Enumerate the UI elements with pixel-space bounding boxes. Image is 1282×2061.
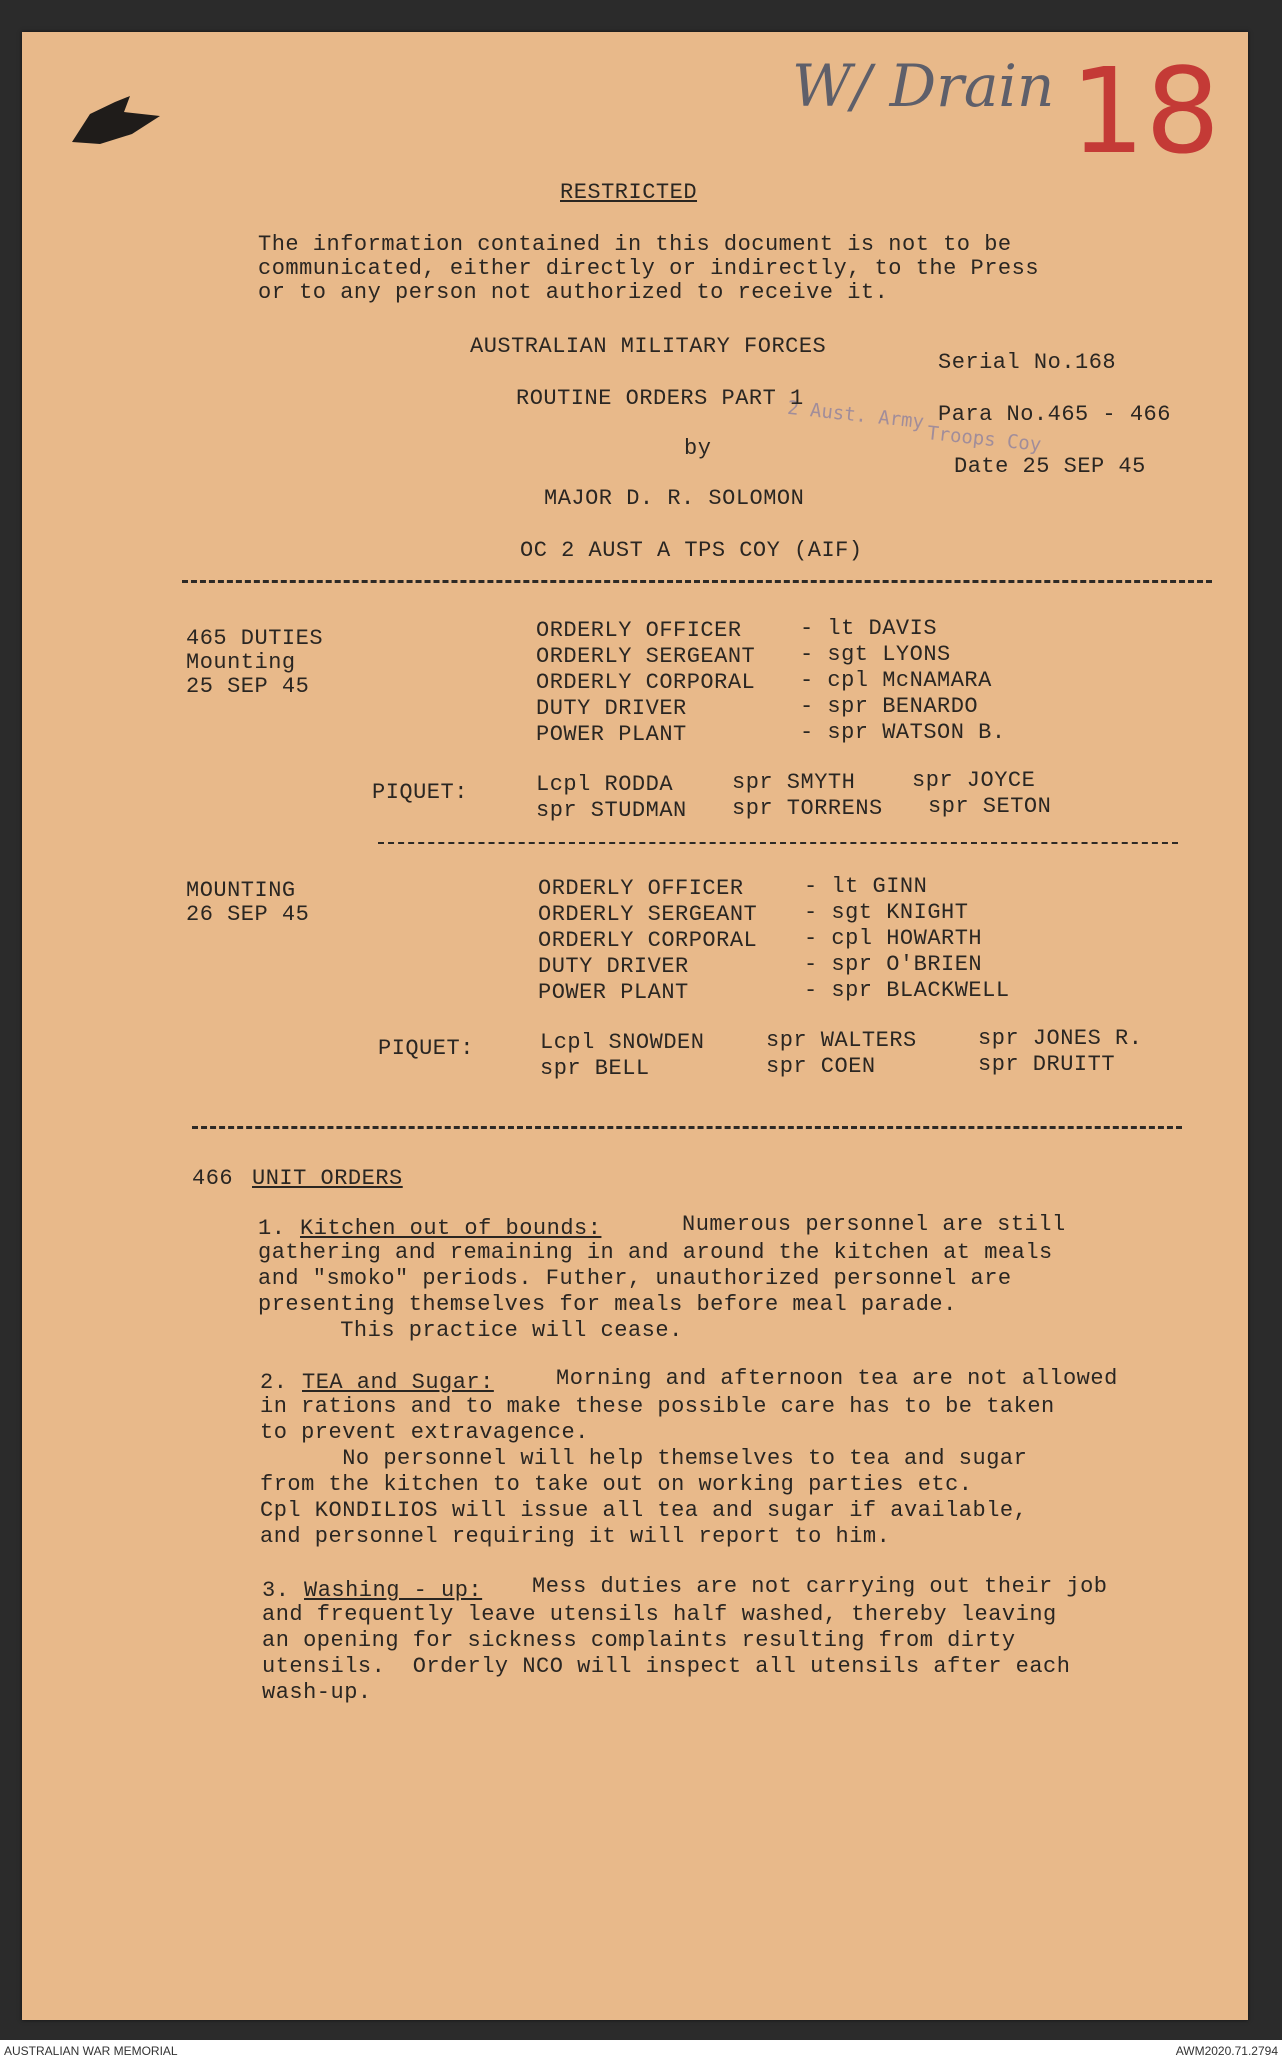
duty-name: - lt GINN	[804, 874, 928, 899]
order-2-line: Morning and afternoon tea are not allowed	[556, 1366, 1118, 1391]
order-3-line: and frequently leave utensils half washed, thereby leaving	[262, 1602, 1057, 1627]
duty-name: - lt DAVIS	[800, 616, 938, 641]
handwritten-folio-number: 18	[1070, 42, 1221, 180]
duty-name: - sgt LYONS	[800, 642, 951, 667]
footer-institution: AUSTRALIAN WAR MEMORIAL	[4, 2044, 178, 2058]
piquet-member: spr TORRENS	[732, 796, 883, 821]
piquet-member: Lcpl SNOWDEN	[540, 1030, 705, 1055]
duties-465-heading-2: Mounting	[186, 650, 296, 675]
divider	[182, 580, 1212, 583]
commander-name: MAJOR D. R. SOLOMON	[544, 486, 805, 511]
warning-line-2: communicated, either directly or indirectly, to the Press	[258, 256, 1040, 281]
order-3-line: utensils. Orderly NCO will inspect all utensils after each	[262, 1654, 1071, 1679]
piquet-member: spr SETON	[928, 794, 1052, 819]
piquet-label: PIQUET:	[372, 780, 468, 805]
divider	[192, 1126, 1182, 1129]
piquet-member: spr BELL	[540, 1056, 650, 1081]
order-3-number: 3.	[262, 1578, 290, 1603]
order-1-line: and "smoko" periods. Futher, unauthorized personnel are	[258, 1266, 1012, 1291]
duties-mounting-heading-1: MOUNTING	[186, 878, 296, 903]
ink-blot	[70, 94, 165, 154]
order-1-heading: Kitchen out of bounds:	[300, 1216, 602, 1241]
order-1-number: 1.	[258, 1216, 286, 1241]
duties-465-heading-3: 25 SEP 45	[186, 674, 310, 699]
piquet-member: spr COEN	[766, 1054, 876, 1079]
order-1-line: This practice will cease.	[258, 1318, 683, 1343]
unit-stamp-line2: Troops Coy	[926, 422, 1043, 456]
unit-orders-title: UNIT ORDERS	[252, 1166, 403, 1191]
order-1-line: presenting themselves for meals before meal parade.	[258, 1292, 957, 1317]
order-2-line: from the kitchen to take out on working parties etc.	[260, 1472, 973, 1497]
classification: RESTRICTED	[560, 180, 698, 205]
force-title: AUSTRALIAN MILITARY FORCES	[470, 334, 827, 359]
duty-name: - sgt KNIGHT	[804, 900, 969, 925]
order-2-line: Cpl KONDILIOS will issue all tea and sugar if available,	[260, 1498, 1028, 1523]
piquet-member: spr JONES R.	[978, 1026, 1143, 1051]
piquet-member: spr DRUITT	[978, 1052, 1116, 1077]
duty-name: - spr WATSON B.	[800, 720, 1006, 745]
order-2-line: and personnel requiring it will report to him.	[260, 1524, 891, 1549]
duty-role: ORDERLY CORPORAL	[536, 670, 756, 695]
piquet-member: spr SMYTH	[732, 770, 856, 795]
duty-role: POWER PLANT	[538, 980, 689, 1005]
duty-role: ORDERLY SERGEANT	[538, 902, 758, 927]
duty-role: ORDERLY CORPORAL	[538, 928, 758, 953]
order-1-line: Numerous personnel are still	[682, 1212, 1066, 1237]
order-3-line: wash-up.	[262, 1680, 372, 1705]
document-page	[22, 32, 1248, 2020]
order-2-number: 2.	[260, 1370, 288, 1395]
duty-role: ORDERLY SERGEANT	[536, 644, 756, 669]
duty-role: ORDERLY OFFICER	[538, 876, 744, 901]
duties-465-heading-1: 465 DUTIES	[186, 626, 324, 651]
footer-reference: AWM2020.71.2794	[1175, 2044, 1278, 2058]
order-2-heading: TEA and Sugar:	[302, 1370, 494, 1395]
order-2-line: in rations and to make these possible care has to be taken	[260, 1394, 1055, 1419]
piquet-member: spr STUDMAN	[536, 798, 687, 823]
order-3-line: Mess duties are not carrying out their job	[532, 1574, 1108, 1599]
order-2-line: to prevent extravagence.	[260, 1420, 589, 1445]
warning-line-1: The information contained in this document is not to be	[258, 232, 1012, 257]
duty-role: POWER PLANT	[536, 722, 687, 747]
archive-footer	[0, 2040, 1282, 2061]
piquet-member: Lcpl RODDA	[536, 772, 674, 797]
piquet-member: spr JOYCE	[912, 768, 1036, 793]
divider	[378, 842, 1178, 844]
order-1-line: gathering and remaining in and around the kitchen at meals	[258, 1240, 1053, 1265]
order-3-line: an opening for sickness complaints resulting from dirty	[262, 1628, 1016, 1653]
duty-name: - spr BENARDO	[800, 694, 979, 719]
piquet-label: PIQUET:	[378, 1036, 474, 1061]
unit-stamp-line1: 2 Aust. Army	[786, 396, 926, 434]
para-number: Para No.465 - 466	[938, 402, 1171, 427]
duty-name: - cpl HOWARTH	[804, 926, 983, 951]
order-3-heading: Washing - up:	[304, 1578, 483, 1603]
order-2-line: No personnel will help themselves to tea and sugar	[260, 1446, 1028, 1471]
handwritten-note: W/ Drain	[792, 52, 1055, 120]
unit-orders-number: 466	[192, 1166, 234, 1191]
serial-number: Serial No.168	[938, 350, 1117, 375]
unit-name: OC 2 AUST A TPS COY (AIF)	[520, 538, 863, 563]
by-label: by	[684, 436, 712, 461]
warning-line-3: or to any person not authorized to receive it.	[258, 280, 889, 305]
duty-name: - cpl McNAMARA	[800, 668, 992, 693]
duty-name: - spr BLACKWELL	[804, 978, 1010, 1003]
orders-title: ROUTINE ORDERS PART 1	[516, 386, 804, 411]
order-date: Date 25 SEP 45	[954, 454, 1146, 479]
duty-role: DUTY DRIVER	[538, 954, 689, 979]
piquet-member: spr WALTERS	[766, 1028, 917, 1053]
duties-mounting-heading-2: 26 SEP 45	[186, 902, 310, 927]
duty-role: ORDERLY OFFICER	[536, 618, 742, 643]
duty-role: DUTY DRIVER	[536, 696, 687, 721]
duty-name: - spr O'BRIEN	[804, 952, 983, 977]
